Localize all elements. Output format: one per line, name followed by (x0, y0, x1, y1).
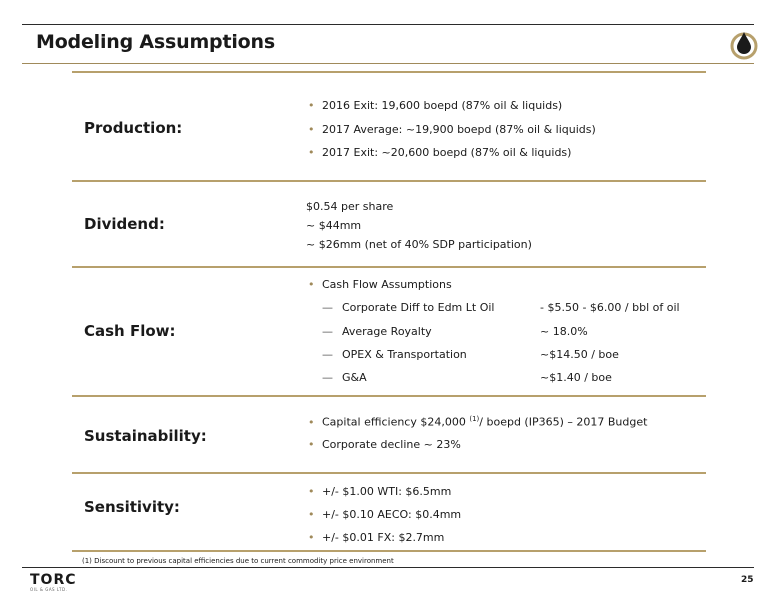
row-separator (72, 395, 706, 397)
dividend-line: $0.54 per share (306, 200, 394, 213)
company-logo (30, 572, 77, 592)
title-rule (22, 63, 754, 64)
row-separator (72, 550, 706, 552)
dividend-line: ~ $44mm (306, 219, 362, 232)
sensitivity-bullet: • +/- $0.10 AECO: $0.4mm (308, 508, 462, 521)
production-label: Production: (84, 119, 183, 137)
bottom-rule (22, 567, 754, 568)
dividend-label: Dividend: (84, 215, 165, 233)
cash-flow-label: Cash Flow: (84, 322, 176, 340)
cash-flow-item-name: — Average Royalty (322, 325, 432, 338)
top-rule (22, 24, 754, 25)
sensitivity-label: Sensitivity: (84, 498, 180, 516)
dividend-line: ~ $26mm (net of 40% SDP participation) (306, 238, 532, 251)
sensitivity-bullet: • +/- $0.01 FX: $2.7mm (308, 531, 445, 544)
sustainability-label: Sustainability: (84, 427, 207, 445)
sustainability-bullet: • Capital efficiency $24,000 $^{(1)}$/ boepd (IP365) – 2017 Budget (308, 415, 648, 429)
cash-flow-item-value: ~ 18.0% (540, 325, 588, 338)
cash-flow-bullet: • Cash Flow Assumptions (308, 278, 452, 291)
footnote-marker: (1) (469, 415, 480, 423)
production-bullet: • 2017 Average: ~19,900 boepd (87% oil & liquids) (308, 123, 596, 136)
cash-flow-item-value: ~$1.40 / boe (540, 371, 612, 384)
cash-flow-item-name: — G&A (322, 371, 367, 384)
page-number: 25 (741, 575, 754, 585)
production-bullet: • 2017 Exit: ~20,600 boepd (87% oil & liquids) (308, 146, 572, 159)
production-bullet: • 2016 Exit: 19,600 boepd (87% oil & liquids) (308, 99, 563, 112)
cash-flow-item-value: - $5.50 - $6.00 / bbl of oil (540, 301, 680, 314)
sensitivity-bullet: • +/- $1.00 WTI: $6.5mm (308, 485, 452, 498)
row-separator (72, 180, 706, 182)
cash-flow-item-name: — Corporate Diff to Edm Lt Oil (322, 301, 495, 314)
cash-flow-item-value: ~$14.50 / boe (540, 348, 619, 361)
cash-flow-item-name: — OPEX & Transportation (322, 348, 467, 361)
footnote: (1) Discount to previous capital efficiencies due to current commodity price environment (82, 557, 394, 565)
oil-drop-icon (730, 28, 758, 60)
sustainability-bullet: • Corporate decline ~ 23% (308, 438, 461, 451)
logo-tagline: OIL & GAS LTD. (30, 587, 68, 592)
row-separator (72, 71, 706, 73)
row-separator (72, 472, 706, 474)
page-title: Modeling Assumptions (36, 31, 275, 53)
logo-wordmark: TORC (30, 572, 77, 588)
row-separator (72, 266, 706, 268)
